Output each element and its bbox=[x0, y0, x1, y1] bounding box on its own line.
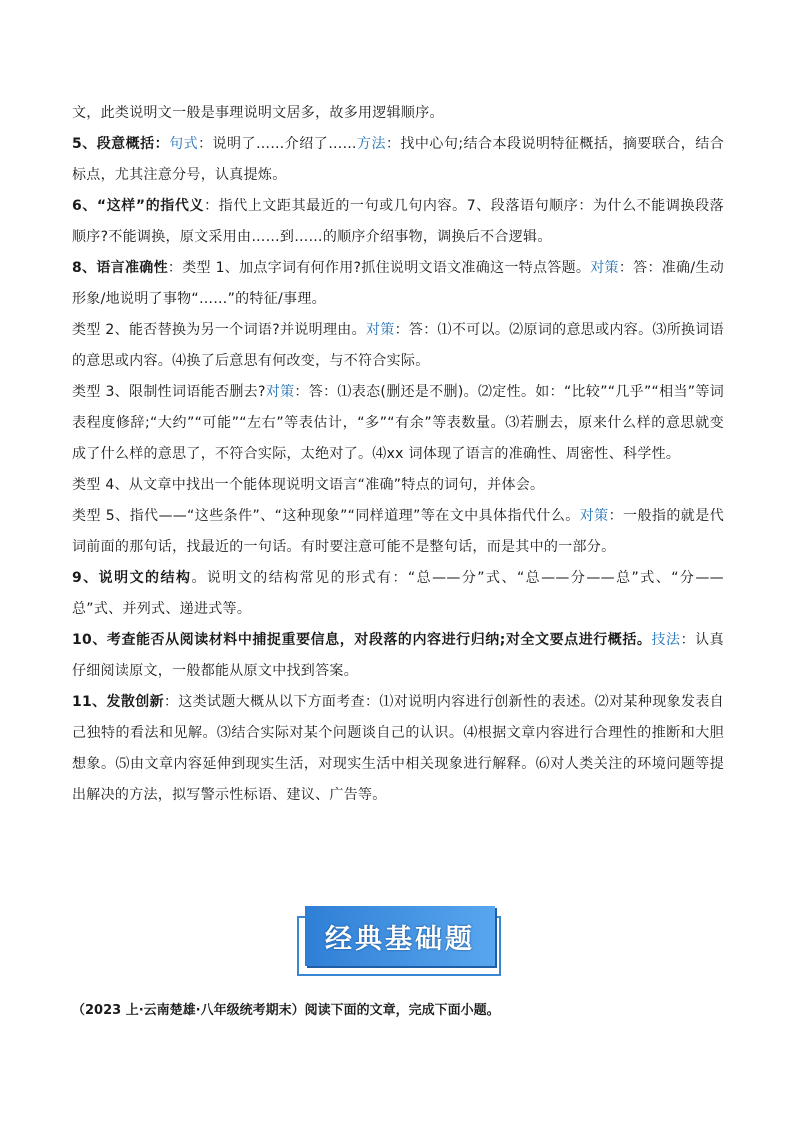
paragraph-text: ：答：⑴表态(删还是不删)。⑵定性。如：“比较”“几乎”“相当”等词表程度修辞;“大约”“可能”“左右”等表估计，“多”“有余”等表数量。⑶若删去，原来什么样的意思就变成了什么样的意思了，不符合实际，太绝对了。⑷xx 词体现了语言的准确性、周密性、科学性。 bbox=[72, 384, 724, 462]
paragraph-text: ：这类试题大概从以下方面考查：⑴对说明内容进行创新性的表述。⑵对某种现象发表自己独特的看法和见解。⑶结合实际对某个问题谈自己的认识。⑷根据文章内容进行合理性的推断和大胆想象。⑸由文章内容延伸到现实生活，对现实生活中相关现象进行解释。⑹对人类关注的环境问题等提出解决的方法，拟写警示性标语、建议、广告等。 bbox=[72, 694, 724, 803]
paragraph-text: 类型 3、限制性词语能否删去? bbox=[72, 384, 266, 400]
paragraph bbox=[72, 98, 724, 129]
banner-title: 经典基础题 bbox=[325, 923, 475, 955]
highlight-keyword: 对策 bbox=[265, 384, 295, 400]
section-banner bbox=[297, 906, 501, 976]
paragraph bbox=[72, 315, 724, 377]
paragraph-text: 文，此类说明文一般是事理说明文居多，故多用逻辑顺序。 bbox=[72, 105, 444, 121]
paragraph-text: ：类型 1、加点字词有何作用?抓住说明文语文准确这一特点答题。 bbox=[167, 260, 591, 276]
paragraph-text: ：指代上文距其最近的一句或几句内容。7、段落语句顺序：为什么不能调换段落顺序?不能调换，原文采用由……到……的顺序介绍事物，调换后不合逻辑。 bbox=[72, 198, 724, 245]
highlight-keyword: 方法 bbox=[356, 136, 386, 152]
paragraph-text: ：认真仔细阅读原文，一般都能从原文中找到答案。 bbox=[72, 632, 724, 679]
paragraph-text: 类型 2、能否替换为另一个词语?并说明理由。 bbox=[72, 322, 366, 338]
paragraph bbox=[72, 129, 724, 191]
section-heading: 8、语言准确性 bbox=[72, 260, 168, 276]
paragraph-text: 类型 5、指代——“这些条件”、“这种现象”“同样道理”等在文中具体指代什么。 bbox=[72, 508, 580, 524]
paragraph bbox=[72, 687, 724, 811]
paragraph-text: 类型 4、从文章中找出一个能体现说明文语言“准确”特点的词句，并体会。 bbox=[72, 477, 545, 493]
highlight-keyword: 技法 bbox=[651, 632, 681, 648]
banner-main bbox=[305, 906, 495, 966]
highlight-keyword: 句式 bbox=[169, 136, 199, 152]
section-heading: 6、“这样”的指代义 bbox=[72, 198, 205, 214]
highlight-keyword: 对策 bbox=[365, 322, 395, 338]
highlight-keyword: 对策 bbox=[579, 508, 609, 524]
paragraph bbox=[72, 191, 724, 253]
paragraph bbox=[72, 377, 724, 470]
paragraph bbox=[72, 625, 724, 687]
section-heading: 5、段意概括： bbox=[72, 136, 170, 152]
paragraph-text: 。说明文的结构常见的形式有：“总——分”式、“总——分——总”式、“分——总”式、并列式、递进式等。 bbox=[72, 570, 724, 617]
paragraph bbox=[72, 253, 724, 315]
paragraph-text: ：一般指的就是代词前面的那句话，找最近的一句话。有时要注意可能不是整句话，而是其中的一部分。 bbox=[72, 508, 724, 555]
paragraph-text: ：说明了……介绍了…… bbox=[198, 136, 357, 152]
question-source-line: （2023 上·云南楚雄·八年级统考期末）阅读下面的文章，完成下面小题。 bbox=[72, 1003, 500, 1018]
paragraph-text: ：答：⑴不可以。⑵原词的意思或内容。⑶所换词语的意思或内容。⑷换了后意思有何改变，与不符合实际。 bbox=[72, 322, 724, 369]
paragraph bbox=[72, 563, 724, 625]
highlight-keyword: 对策 bbox=[590, 260, 619, 276]
paragraph bbox=[72, 470, 724, 501]
section-heading: 11、发散创新 bbox=[72, 694, 164, 710]
paragraph-text: ：答：准确/生动形象/地说明了事物“……”的特征/事理。 bbox=[72, 260, 724, 307]
document-body bbox=[72, 98, 724, 811]
section-heading: 10、考查能否从阅读材料中捕捉重要信息，对段落的内容进行归纳;对全文要点进行概括。 bbox=[72, 632, 652, 648]
section-heading: 9、说明文的结构 bbox=[72, 570, 192, 586]
paragraph-text: ：找中心句;结合本段说明特征概括，摘要联合，结合标点，尤其注意分号，认真提炼。 bbox=[72, 136, 724, 183]
paragraph bbox=[72, 501, 724, 563]
